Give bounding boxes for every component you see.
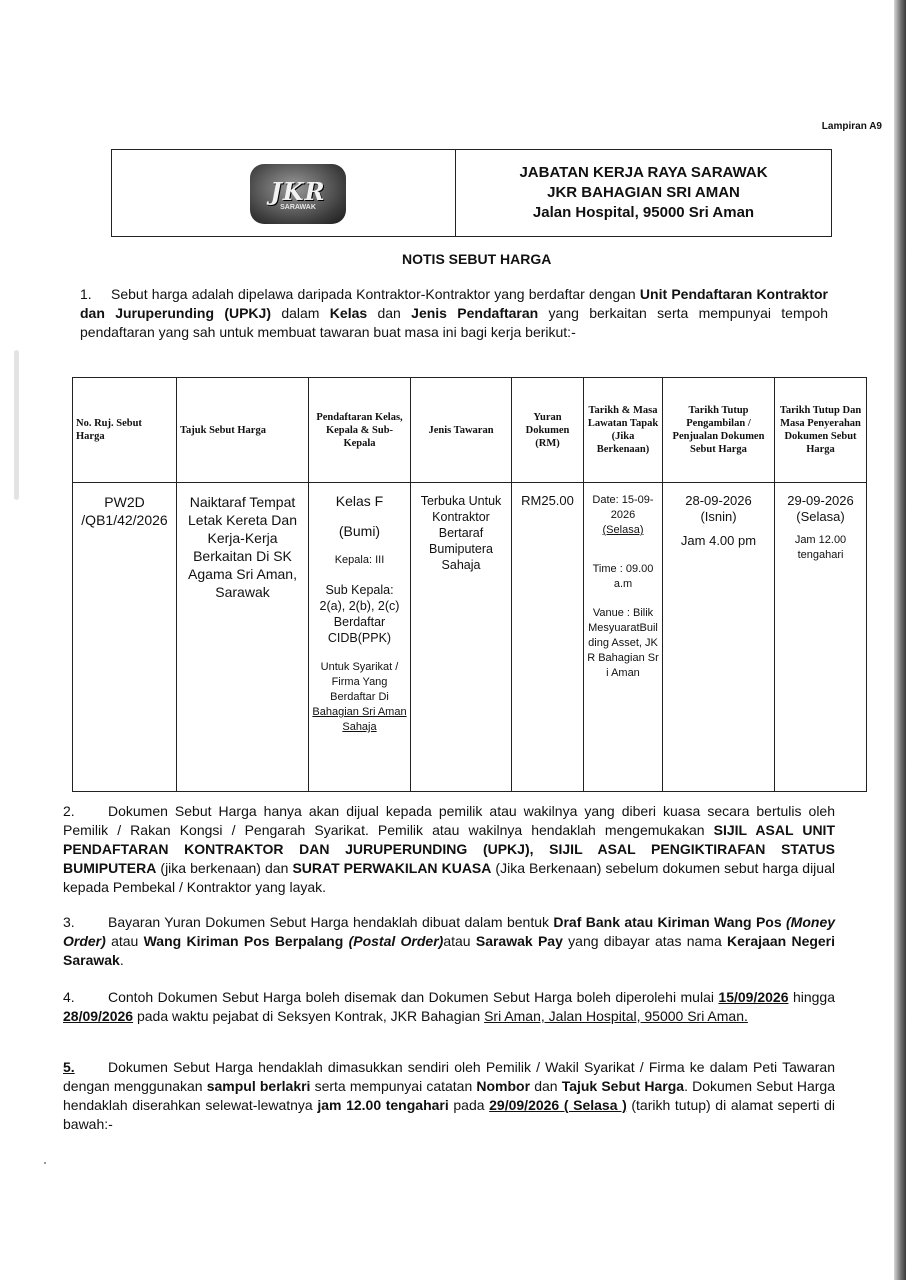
agency-block [456,150,831,236]
appendix-label: Lampiran A9 [821,121,882,132]
col-header-submit-close: Tarikh Tutup Dan Masa Penyerahan Dokumen Sebut Harga [775,378,867,483]
col-header-offer-type: Jenis Tawaran [411,378,512,483]
logo-subtext: SARAWAK [280,204,316,211]
table-row [73,483,867,792]
paragraph-4: 4. Contoh Dokumen Sebut Harga boleh disemak dan Dokumen Sebut Harga boleh diperolehi mulai 15/09/2026 hingga 28/09/2026 pada waktu pejabat di Seksyen Kontrak, JKR Bahagian Sri Aman, Jalan Hospital, 95000 Sri Aman. [63,989,835,1024]
agency-address: Jalan Hospital, 95000 Sri Aman [532,204,755,221]
cell-submit-close: 29-09-2026 (Selasa) Jam 12.00 tengahari [775,483,867,792]
paragraph-3: 3. Bayaran Yuran Dokumen Sebut Harga hendaklah dibuat dalam bentuk Draf Bank atau Kiriman Wang Pos (Money Order) atau Wang Kiriman Pos Berpalang (Postal Order)atau Sarawak Pay yang dibayar atas nama Kerajaan Negeri Sarawak. [63,914,836,968]
scroll-indicator [14,350,19,500]
col-header-fee: Yuran Dokumen (RM) [512,378,584,483]
col-header-sale-close: Tarikh Tutup Pengambilan / Penjualan Dokumen Sebut Harga [663,378,775,483]
col-header-ref: No. Ruj. Sebut Harga [73,378,177,483]
scan-edge-shadow [894,0,906,1280]
cell-ref: PW2D /QB1/42/2026 [73,483,177,792]
paragraph-2: 2. Dokumen Sebut Harga hanya akan dijual kepada pemilik atau wakilnya yang diberi kuasa secara bertulis oleh Pemilik / Rakan Kongsi / Pengarah Syarikat. Pemilik atau wakilnya hendaklah mengemukakan SIJIL ASAL UNIT PENDAFTARAN KONTRAKTOR DAN JURUPERUNDING (UPKJ), SIJIL ASAL PENGIKTIRAFAN STATUS BUMIPUTERA (jika berkenaan) dan SURAT PERWAKILAN KUASA (Jika Berkenaan) sebelum dokumen sebut harga dijual kepada Pembekal / Kontraktor yang layak. [63,803,835,895]
col-header-registration: Pendaftaran Kelas, Kepala & Sub- Kepala [309,378,411,483]
cell-title: Naiktaraf Tempat Letak Kereta Dan Kerja-Kerja Berkaitan Di SK Agama Sri Aman, Sarawak [177,483,309,792]
cell-registration: Kelas F (Bumi) Kepala: III Sub Kepala: 2(a), 2(b), 2(c) Berdaftar CIDB(PPK) Untuk Syarikat / Firma Yang Berdaftar Di Bahagian Sri Aman Sahaja [309,483,411,792]
cell-sale-close: 28-09-2026 (Isnin) Jam 4.00 pm [663,483,775,792]
agency-name: JABATAN KERJA RAYA SARAWAK [519,164,768,181]
col-header-visit: Tarikh & Masa Lawatan Tapak (Jika Berkenaan) [584,378,663,483]
paragraph-5: 5. Dokumen Sebut Harga hendaklah dimasukkan sendiri oleh Pemilik / Wakil Syarikat / Firma ke dalam Peti Tawaran dengan menggunakan sampul berlakri serta mempunyai catatan Nombor dan Tajuk Sebut Harga. Dokumen Sebut Harga hendaklah diserahkan selewat-lewatnya jam 12.00 tengahari pada 29/09/2026 ( Selasa ) (tarikh tutup) di alamat seperti di bawah:- [63,1059,835,1132]
scan-speck [44,1162,46,1164]
para-number: 3. [63,914,75,930]
jkr-logo [250,164,346,224]
notice-title: NOTIS SEBUT HARGA [402,251,552,267]
para-number: 5. [63,1059,75,1075]
cell-fee: RM25.00 [512,483,584,792]
table-header-row [73,378,867,483]
col-header-title: Tajuk Sebut Harga [177,378,309,483]
cell-visit: Date: 15-09-2026 (Selasa) Time : 09.00 a.m Vanue : Bilik MesyuaratBuilding Asset, JKR Bahagian Sri Aman [584,483,663,792]
letterhead [111,149,832,237]
para-number: 1. [80,286,92,302]
para-number: 4. [63,989,75,1005]
logo-text: JKR [270,177,326,206]
para-number: 2. [63,803,75,819]
quotation-table [72,377,867,792]
paragraph-1: 1. Sebut harga adalah dipelawa daripada Kontraktor-Kontraktor yang berdaftar dengan Unit Pendaftaran Kontraktor dan Juruperunding (UPKJ) dalam Kelas dan Jenis Pendaftaran yang berkaitan serta mempunyai tempoh pendaftaran yang sah untuk membuat tawaran buat masa ini bagi kerja berikut:- [80,286,829,340]
logo-cell [112,150,456,236]
cell-offer-type: Terbuka Untuk Kontraktor Bertaraf Bumiputera Sahaja [411,483,512,792]
agency-division: JKR BAHAGIAN SRI AMAN [547,184,740,201]
